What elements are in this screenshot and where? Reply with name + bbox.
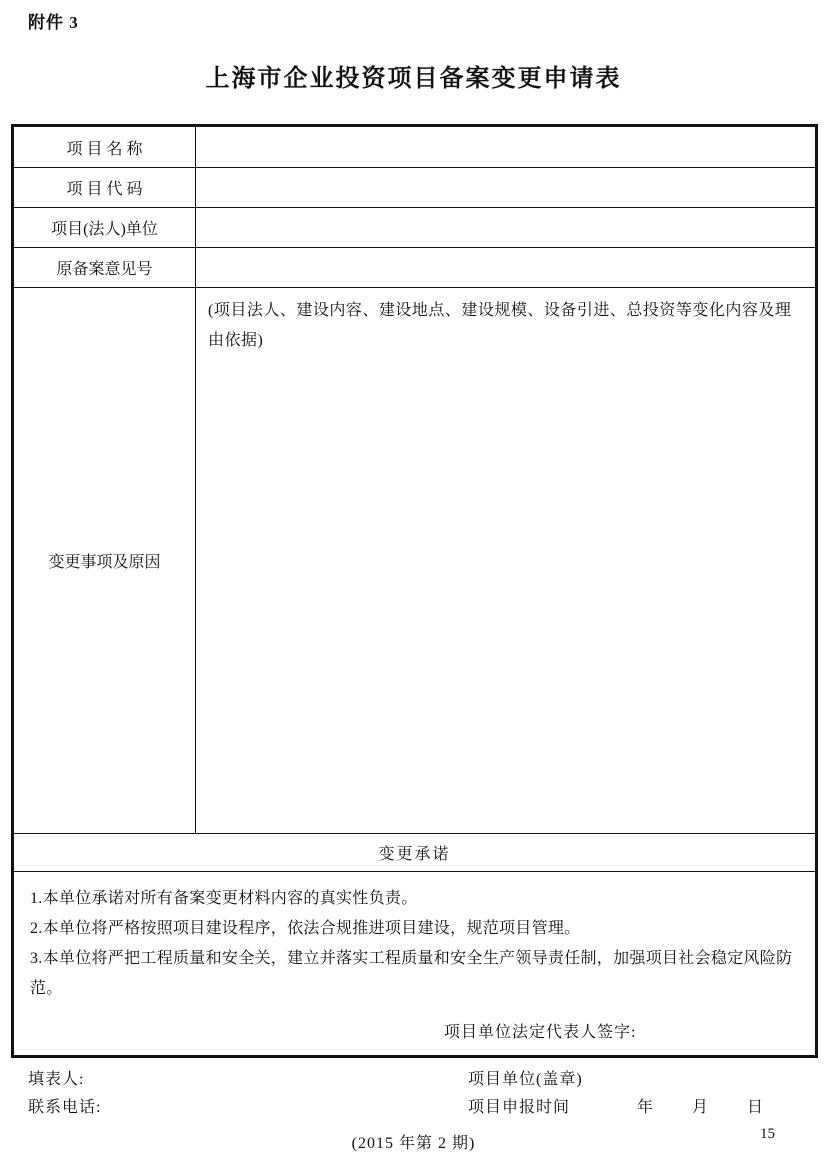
change-details-label: 变更事项及原因	[14, 288, 196, 833]
form-filler-label: 填表人:	[28, 1071, 85, 1088]
project-unit-label: 项目(法人)单位	[14, 208, 196, 247]
commitment-item-2: 2.本单位将严格按照项目建设程序，依法合规推进项目建设，规范项目管理。	[30, 920, 581, 937]
table-row-project-name	[14, 127, 815, 167]
table-row-original-filing-number	[14, 247, 815, 287]
project-code-label: 项 目 代 码	[14, 168, 196, 207]
project-unit-field[interactable]	[196, 208, 815, 247]
year-label: 年	[637, 1099, 654, 1116]
project-name-field[interactable]	[196, 127, 815, 167]
table-row-change-details	[14, 287, 815, 833]
commitment-item-3: 3.本单位将严把工程质量和安全关，建立并落实工程质量和安全生产领导责任制，加强项目社会稳定风险防范。	[30, 950, 793, 997]
table-row-project-code	[14, 167, 815, 207]
original-filing-number-label: 原备案意见号	[14, 248, 196, 287]
month-label: 月	[692, 1099, 709, 1116]
table-row-project-unit	[14, 207, 815, 247]
commitment-item-1: 1.本单位承诺对所有备案变更材料内容的真实性负责。	[30, 890, 418, 907]
bottom-fields-line-2	[0, 1094, 827, 1122]
page-number: 15	[760, 1126, 775, 1142]
declaration-time-label: 项目申报时间	[468, 1099, 571, 1116]
day-label: 日	[747, 1099, 764, 1116]
bottom-fields	[0, 1066, 827, 1122]
bottom-fields-line-1	[0, 1066, 827, 1094]
project-name-label: 项 目 名 称	[14, 127, 196, 167]
footer-issue-label: (2015 年第 2 期)	[351, 1135, 476, 1152]
legal-representative-signature-label: 项目单位法定代表人签字:	[444, 1024, 637, 1041]
change-details-field[interactable]: (项目法人、建设内容、建设地点、建设规模、设备引进、总投资等变化内容及理由依据)	[208, 302, 792, 349]
contact-phone-label: 联系电话:	[28, 1099, 102, 1116]
original-filing-number-field[interactable]	[196, 248, 815, 287]
attachment-label: 附件 3	[28, 13, 79, 32]
unit-seal-label: 项目单位(盖章)	[468, 1071, 583, 1088]
commitment-section-body	[14, 871, 815, 1055]
project-code-field[interactable]	[196, 168, 815, 207]
commitment-section-header: 变更承诺	[14, 833, 815, 871]
page-title: 上海市企业投资项目备案变更申请表	[205, 66, 622, 92]
application-form-table	[11, 124, 818, 1058]
